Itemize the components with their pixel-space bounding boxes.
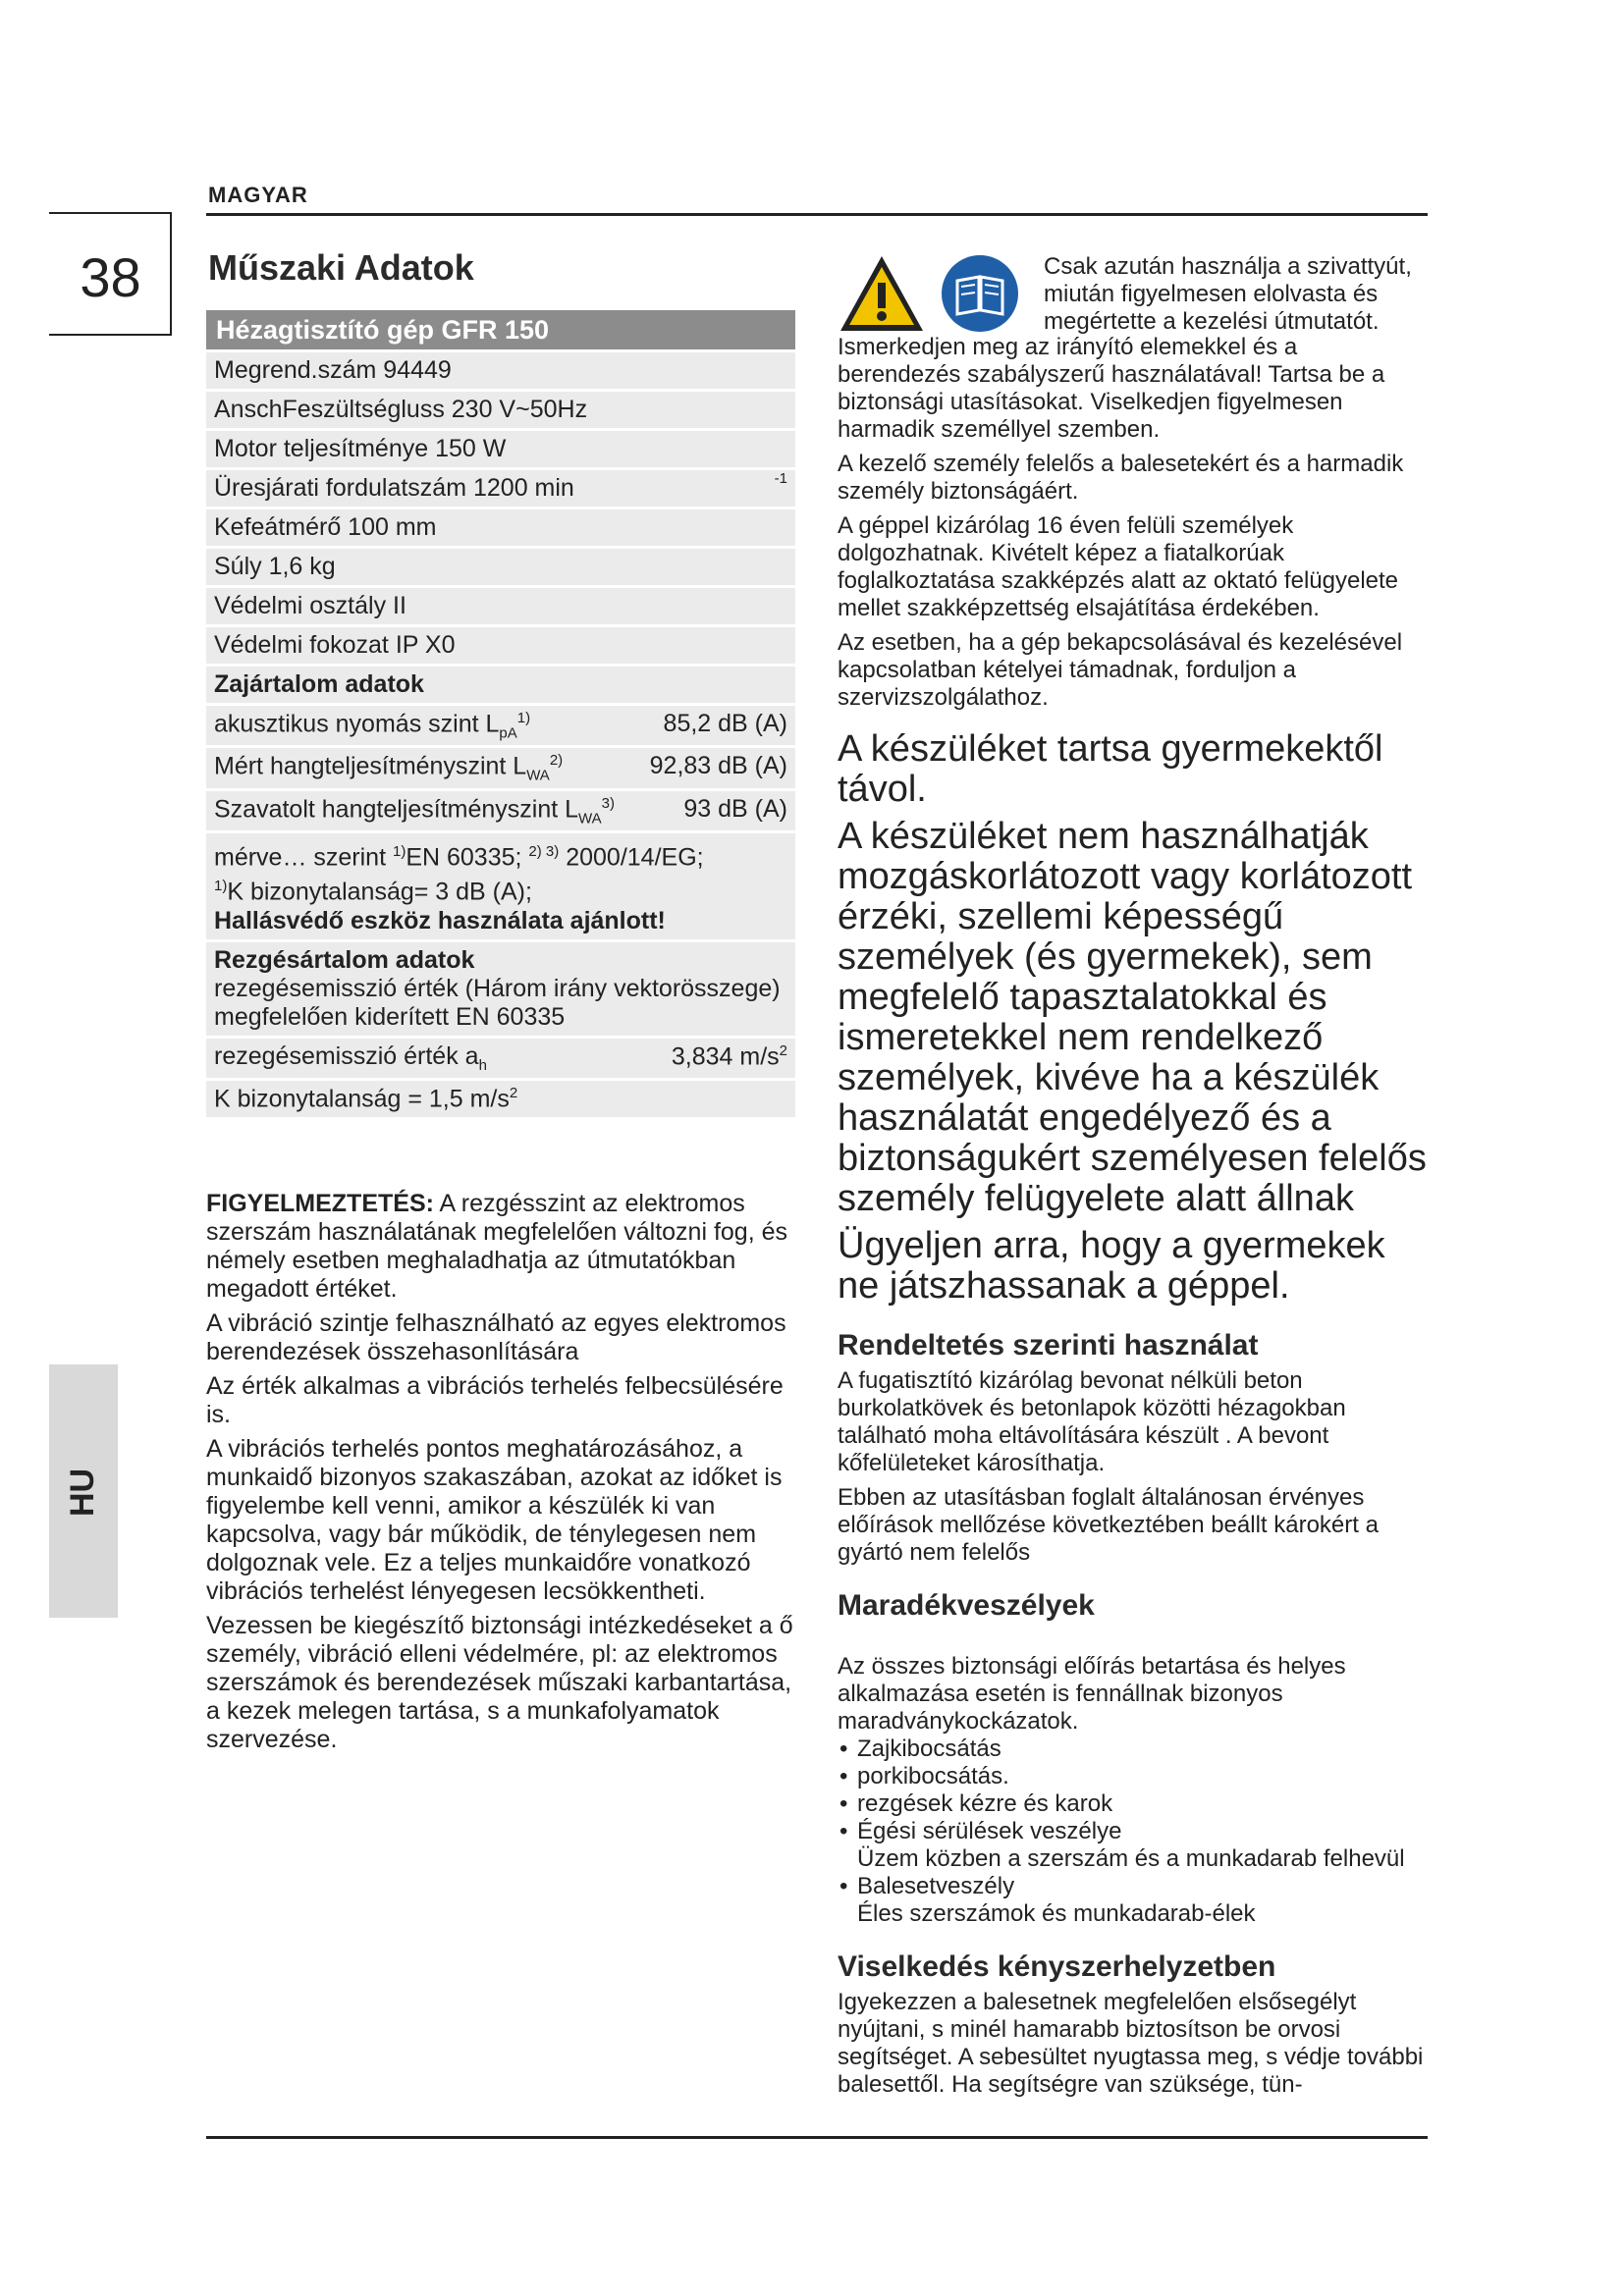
list-item: • Égési sérülések veszélye [838,1818,1427,1845]
table-row [206,706,795,745]
paragraph: Az összes biztonsági előírás betartása és helyes alkalmazása esetén is fennállnak bizonyos maradványkockázatok. [838,1653,1346,1735]
row-label: Motor teljesítménye 150 W [214,435,507,462]
list-item-detail: Üzem közben a szerszám és a munkadarab felhevül [857,1845,1405,1872]
manual-book-icon [940,253,1020,334]
warning-label: FIGYELMEZTETÉS: [206,1190,434,1217]
row-label: Üresjárati fordulatszám 1200 min [214,474,574,502]
section-heading-residual-risks: Maradékveszélyek [838,1589,1095,1622]
list-item-detail: Éles szerszámok és munkadarab-élek [857,1900,1256,1927]
vibration-title: Rezgésártalom adatok [214,945,475,974]
row-sub: h [478,1056,487,1074]
paragraph: A vibrációs terhelés pontos meghatározásához, a munkaidő bizonyos szakaszában, azokat az időket is figyelembe kell venni, amikor a készülék ki van kapcsolva, vagy bár működik, de ténylegesen nem dolgoznak vele. Ez a teljes munkaidőre vonatkozó vibrációs terhelést lényegesen lecsökkentheti. [206,1435,783,1605]
row-label: rezegésemisszió érték a [214,1041,479,1070]
spec-table-header: Hézagtisztító gép GFR 150 [206,310,795,349]
list-item: • rezgések kézre és karok [838,1790,1427,1818]
table-row [206,667,795,703]
side-tab-label-wrap [49,1443,118,1541]
table-row [206,833,795,939]
table-row [206,352,795,389]
list-item: • Balesetveszély [838,1873,1427,1900]
page-title: Műszaki Adatok [208,247,474,288]
table-row: K bizonytalanság = 1,5 $m/s^2$ [206,1081,795,1117]
row-sub: pA [499,724,517,742]
vibration-desc: rezegésemisszió érték (Három irány vektorösszege) megfelelően kiderített EN 60335 [214,974,781,1031]
hearing-protection-note: Hallásvédő eszköz használata ajánlott! [214,906,666,934]
noise-note: mérve… szerint $^{1)}$EN 60335; $^{2) 3)}$ 2000/14/EG; $^{1)}$K bizonytalanság= 3 dB (A); Hallásvédő eszköz használata ajánlott! [214,842,704,934]
paragraph: Az érték alkalmas a vibrációs terhelés felbecsülésére is. [206,1372,784,1428]
row-value: 93 dB (A) [683,794,787,823]
child-warning: A készüléket tartsa gyermekektől távol. [838,728,1383,810]
intro-block [838,253,1427,334]
risk-list [838,1735,1427,1845]
row-label: Megrend.szám 94449 [214,356,452,384]
side-tab-label: HU [64,1468,102,1517]
row-label: Szavatolt hangteljesítményszint L [214,794,579,823]
table-row [206,791,795,830]
right-column-text [838,253,1427,2106]
row-label: akusztikus nyomás szint L [214,710,500,738]
bottom-rule [206,2136,1428,2139]
row-label: Védelmi fokozat IP X0 [214,631,456,659]
table-row [206,509,795,546]
row-sup: 1) [516,710,531,726]
intro-text: Csak azután használja a szivattyút, miután figyelmesen elolvasta és megértette a kezelési útmutatót. [1044,253,1412,335]
row-label: Kefeátmérő 100 mm [214,513,437,541]
table-row [206,942,795,1036]
restricted-users-warning: A készüléket nem használhatják mozgáskorlátozott vagy korlátozott érzéki, szellemi képességű személyek (és gyermekek), sem megfelelő tapasztalatokkal és ismeretekkel nem rendelkező személyek, kivéve ha a készülék használatát engedélyező és a biztonságukért személyesen felelős személy felügyelete alatt állnak [838,816,1427,1219]
page-number: 38 [80,246,141,308]
paragraph: Ismerkedjen meg az irányító elemekkel és a berendezés szabályszerű használatával! Tartsa be a biztonsági utasításokat. Viselkedjen figyelmesen harmadik személlyel szemben. [838,334,1385,443]
warning-text: A rezgésszint az elektromos szerszám használatának megfelelően változni fog, és némely esetben meghaladhatja az útmutatókban megadott értéket. [206,1190,787,1303]
row-sub: WA [578,809,602,827]
table-row [206,392,795,428]
paragraph: A kezelő személy felelős a balesetekért és a harmadik személy biztonságáért. [838,451,1404,505]
top-rule [206,213,1428,216]
paragraph: Az esetben, ha a gép bekapcsolásával és kezelésével kapcsolatban kételyei támadnak, forduljon a szervizszolgálathoz. [838,629,1403,711]
row-sup: -1 [774,470,787,487]
paragraph: Ebben az utasításban foglalt általánosan érvényes előírások mellőzése következtében beállt károkért a gyártó nem felelős [838,1484,1379,1566]
table-row [206,588,795,624]
row-value [639,1081,795,1117]
paragraph: A vibráció szintje felhasználható az egyes elektromos berendezések összehasonlítására [206,1309,786,1365]
list-item: • porkibocsátás. [838,1763,1427,1790]
row-sup: 3) [601,794,615,812]
table-row [206,748,795,787]
table-row: rezegésemisszió érték $a_h$ 3,834 $m/s^2$ [206,1039,795,1078]
table-row [206,470,795,507]
paragraph: Igyekezzen a balesetnek megfelelően elsősegélyt nyújtani, s minél hamarabb biztosítson be orvosi segítséget. A sebesültet nyugtassa meg, s védje további balesettől. Ha segítségre van szüksége, tün- [838,1989,1424,2098]
row-value: 92,83 dB (A) [649,752,787,780]
row-label: Súly 1,6 kg [214,553,336,580]
row-value: 85,2 dB (A) [663,710,787,737]
no-play-warning: Ügyeljen arra, hogy a gyermekek ne játszhassanak a géppel. [838,1225,1385,1307]
paragraph: A fugatisztító kizárólag bevonat nélküli beton burkolatkövek és betonlapok közötti hézagokban található moha eltávolítására készült . A bevont kőfelületeket károsíthatja. [838,1367,1346,1476]
row-label: Védelmi osztály II [214,592,406,619]
left-column-text [206,1190,795,1760]
warning-triangle-icon [838,253,926,334]
row-label: AnschFeszültségluss 230 V~50Hz [214,396,588,423]
table-row [206,627,795,664]
row-label: K bizonytalanság = 1,5 m/s [214,1084,510,1112]
section-heading-emergency: Viselkedés kényszerhelyzetben [838,1950,1276,1983]
row-value: 3,834 m/s [671,1041,780,1070]
spec-table [206,310,795,1117]
row-sup: 2) [549,752,564,770]
noise-title: Zajártalom adatok [214,670,424,698]
row-label: Mért hangteljesítményszint L [214,752,527,780]
language-label: MAGYAR [208,183,308,207]
row-sub: WA [526,767,550,784]
section-heading-intended-use: Rendeltetés szerinti használat [838,1329,1259,1362]
table-row [206,549,795,585]
paragraph: Vezessen be kiegészítő biztonsági intézkedéseket a ő személy, vibráció elleni védelmére, pl: az elektromos szerszámok és berendezések műszaki karbantartása, a kezek melegen tartása, s a munkafolyamatok szervezése. [206,1612,793,1753]
paragraph: A géppel kizárólag 16 éven felüli személyek dolgozhatnak. Kivételt képez a fiatalkorúak foglalkoztatása szakképzés alatt az oktató felügyelete mellet szakképzettség elsajátítása érdekében. [838,512,1399,621]
table-row [206,431,795,467]
list-item: • Zajkibocsátás [838,1735,1427,1763]
